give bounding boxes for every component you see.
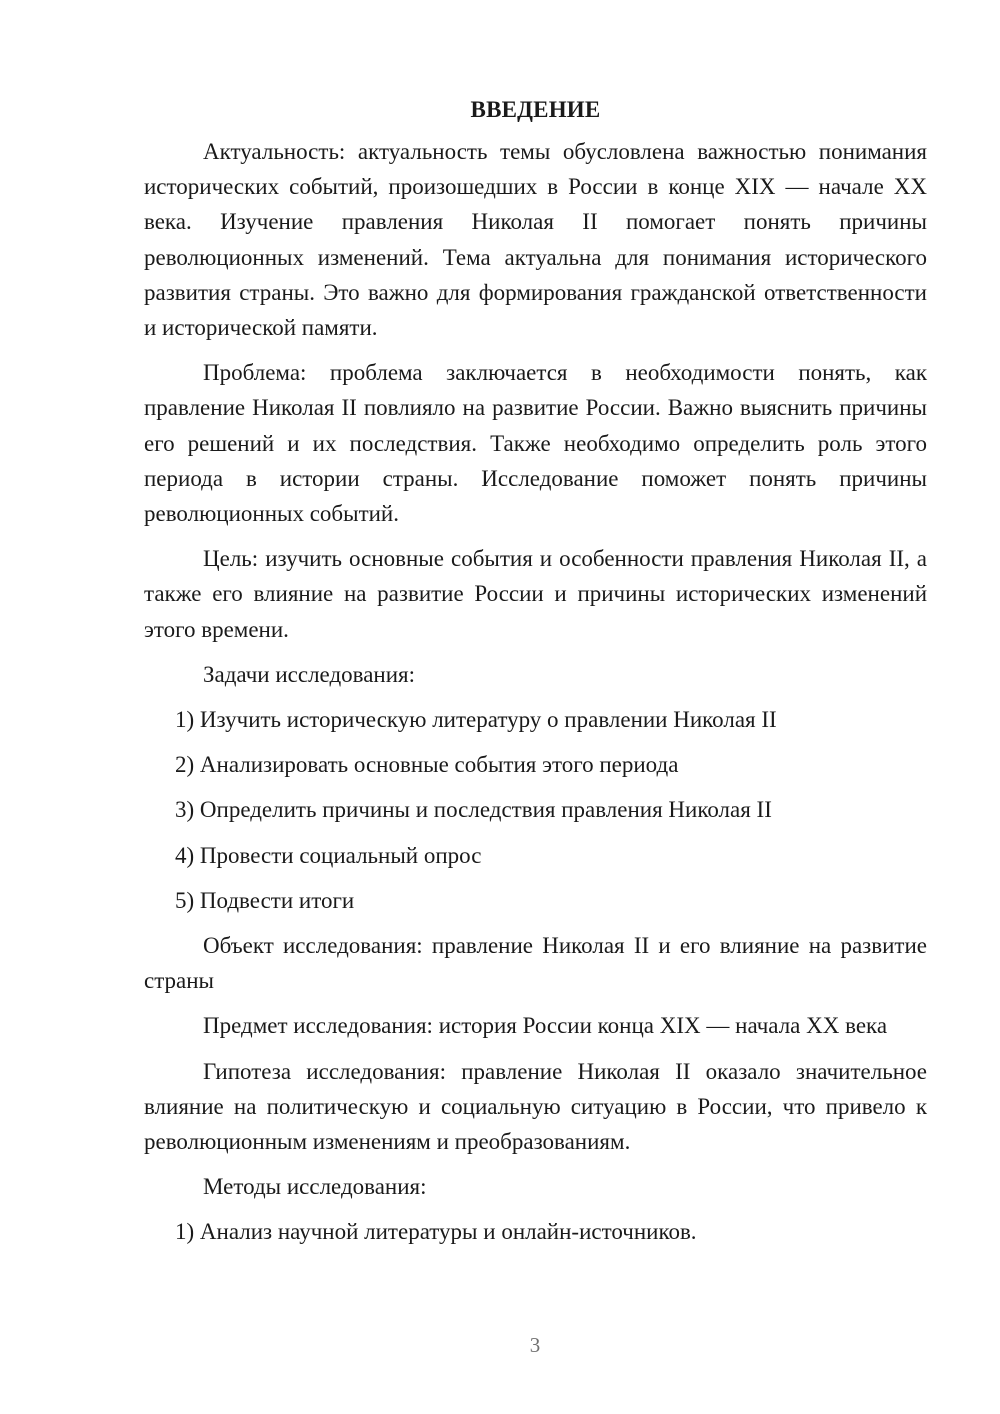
method-item-1: 1) Анализ научной литературы и онлайн-источников. — [175, 1219, 697, 1245]
hypothesis-paragraph: Гипотеза исследования: правление Николая II оказало значительное влияние на политическую и социальную ситуацию в России, что привело к революционным изменениям и преобразованиям. — [144, 1058, 927, 1155]
problem-paragraph: Проблема: проблема заключается в необходимости понять, как правление Николая II повлияло на развитие России. Важно выяснить причины его решений и их последствия. Также необходимо определить роль этого периода в истории страны. Исследование поможет понять причины революционных событий. — [144, 360, 927, 527]
task-item-1: 1) Изучить историческую литературу о правлении Николая II — [175, 707, 777, 733]
methods-heading: Методы исследования: — [203, 1174, 427, 1200]
tasks-heading: Задачи исследования: — [203, 661, 416, 687]
relevance-paragraph: Актуальность: актуальность темы обусловлена важностью понимания исторических событий, произошедших в России в конце XIX — начале XX века. Изучение правления Николая II помогает понять причины революционных изменений. Тема актуальна для понимания исторического развития страны. Это важно для формирования гражданской ответственности и исторической памяти. — [144, 139, 927, 341]
task-item-2: 2) Анализировать основные события этого периода — [175, 752, 679, 778]
task-item-3: 3) Определить причины и последствия правления Николая II — [175, 797, 772, 823]
object-paragraph: Объект исследования: правление Николая II и его влияние на развитие страны — [144, 933, 927, 994]
task-item-5: 5) Подвести итоги — [175, 887, 355, 913]
page-content — [144, 92, 927, 1260]
subject-paragraph: Предмет исследования: история России конца XIX — начала XX века — [203, 1013, 888, 1039]
task-item-4: 4) Провести социальный опрос — [175, 842, 482, 868]
page-number: 3 — [529, 1333, 541, 1357]
page-title: ВВЕДЕНИЕ — [470, 97, 601, 122]
goal-paragraph: Цель: изучить основные события и особенности правления Николая II, а также его влияние на развитие России и причины исторических изменений этого времени. — [144, 546, 927, 642]
